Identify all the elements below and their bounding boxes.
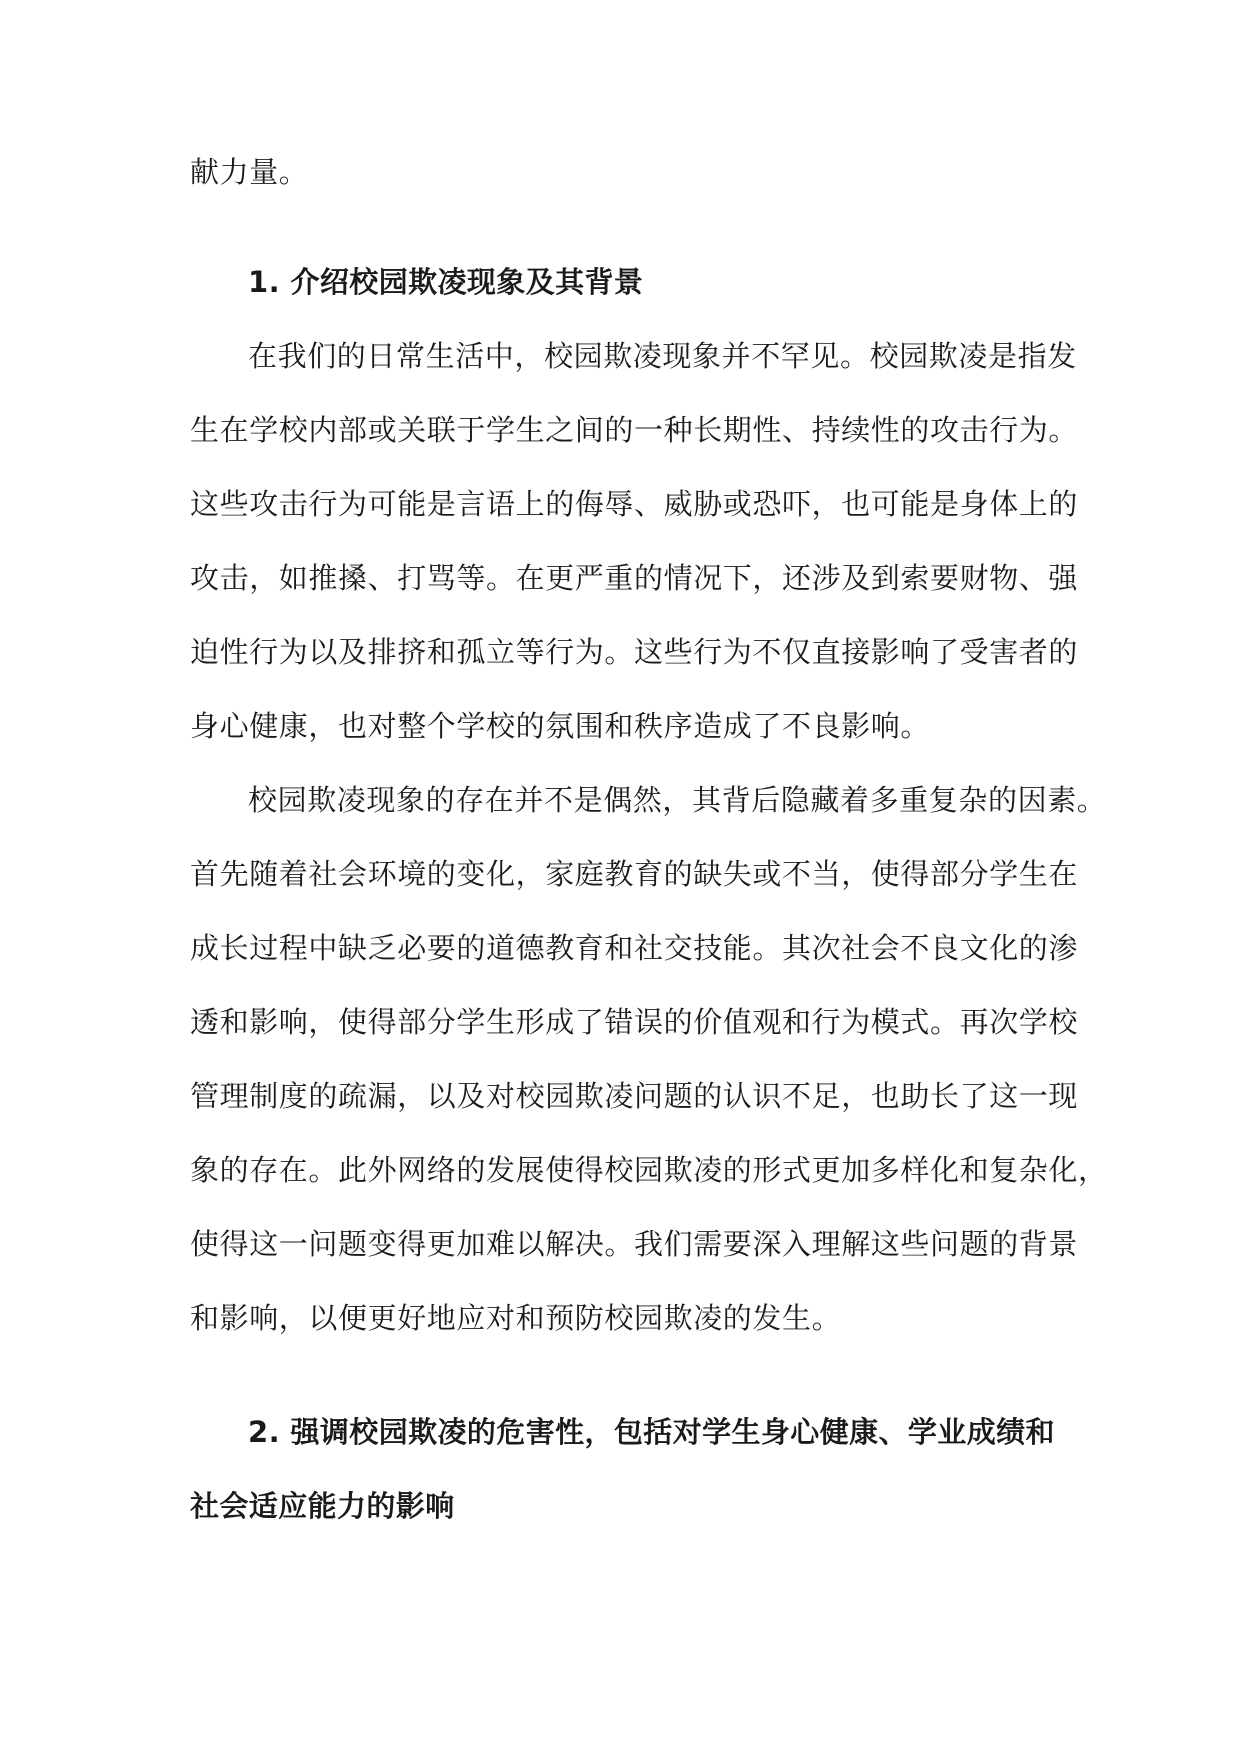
- paragraph-2-line: 校园欺凌现象的存在并不是偶然，其背后隐藏着多重复杂的因素。: [248, 783, 1107, 817]
- carryover-text: 献力量。: [190, 155, 309, 189]
- paragraph-2-line: 象的存在。此外网络的发展使得校园欺凌的形式更加多样化和复杂化，: [190, 1153, 1108, 1187]
- paragraph-2-line: 首先随着社会环境的变化，家庭教育的缺失或不当，使得部分学生在: [190, 857, 1079, 891]
- paragraph-2-line: 管理制度的疏漏，以及对校园欺凌问题的认识不足，也助长了这一现: [190, 1079, 1079, 1113]
- paragraph-2-line: 使得这一问题变得更加难以解决。我们需要深入理解这些问题的背景: [190, 1227, 1079, 1261]
- paragraph-2-line: 透和影响，使得部分学生形成了错误的价值观和行为模式。再次学校: [190, 1005, 1079, 1039]
- paragraph-1-line: 攻击，如推搡、打骂等。在更严重的情况下，还涉及到索要财物、强: [190, 561, 1079, 595]
- paragraph-1-line: 迫性行为以及排挤和孤立等行为。这些行为不仅直接影响了受害者的: [190, 635, 1079, 669]
- paragraph-1-line: 生在学校内部或关联于学生之间的一种长期性、持续性的攻击行为。: [190, 413, 1079, 447]
- paragraph-1-line: 身心健康，也对整个学校的氛围和秩序造成了不良影响。: [190, 709, 931, 743]
- paragraph-1-line: 在我们的日常生活中，校园欺凌现象并不罕见。校园欺凌是指发: [248, 339, 1077, 373]
- paragraph-2-line: 成长过程中缺乏必要的道德教育和社交技能。其次社会不良文化的渗: [190, 931, 1079, 965]
- section-1-heading: 1. 介绍校园欺凌现象及其背景: [248, 265, 644, 299]
- paragraph-1-line: 这些攻击行为可能是言语上的侮辱、威胁或恐吓，也可能是身体上的: [190, 487, 1079, 521]
- section-2-heading-continued: 社会适应能力的影响: [190, 1489, 455, 1523]
- paragraph-2-line: 和影响，以便更好地应对和预防校园欺凌的发生。: [190, 1301, 842, 1335]
- section-2-heading: 2. 强调校园欺凌的危害性，包括对学生身心健康、学业成绩和: [248, 1415, 1055, 1449]
